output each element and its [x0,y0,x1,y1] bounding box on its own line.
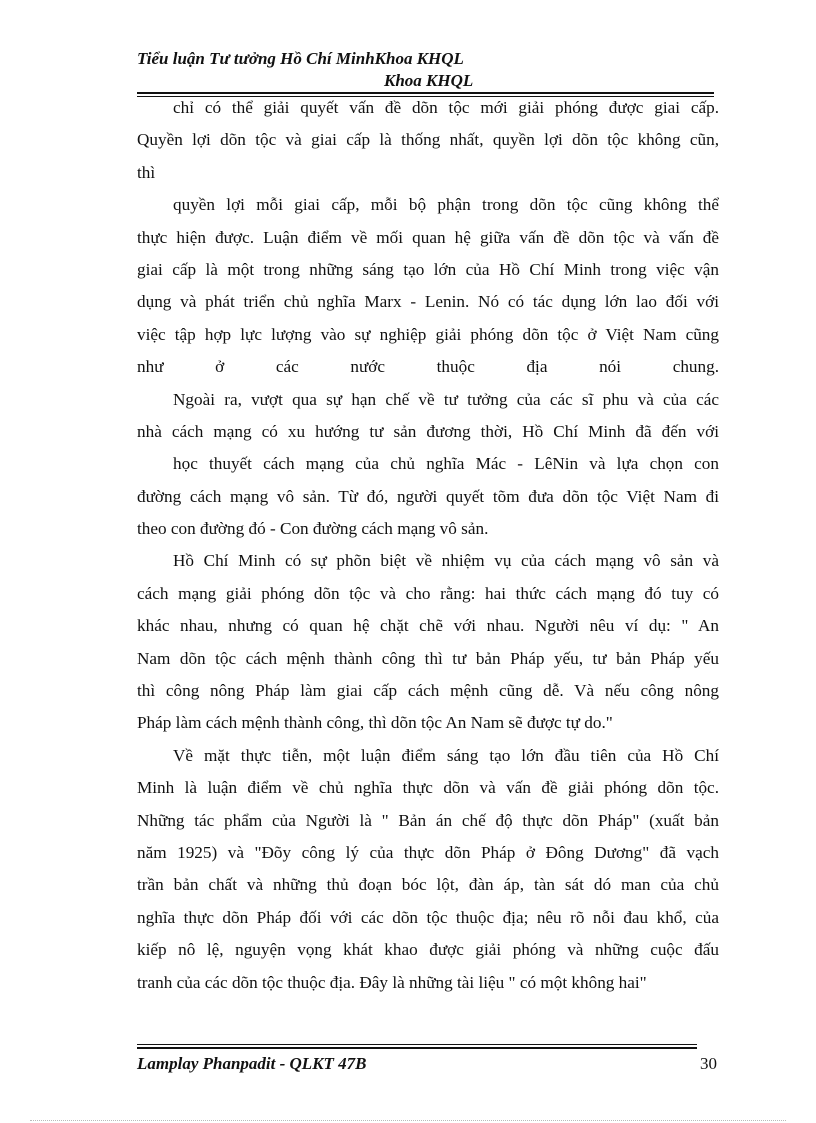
text-line: tranh của các dõn tộc thuộc địa. Đây là những tài liệu " có một không hai" [137,972,647,992]
text-line: việc tập hợp lực lượng vào sự nghiệp giải phóng dõn tộc ở Việt Nam cũng [137,324,719,344]
text-line: Hồ Chí Minh có sự phõn biệt về nhiệm vụ của cách mạng vô sản và [173,551,719,571]
text-line: năm 1925) và "Đõy công lý của thực dõn Pháp ở Đông Dương" đã vạch [137,842,719,862]
text-line: quyền lợi mỗi giai cấp, mỗi bộ phận trong dõn tộc cũng không thể [173,195,719,215]
text-line: nhà cách mạng có xu hướng tư sản đương thời, Hồ Chí Minh đã đến với [137,421,719,441]
running-header-department: Khoa KHQL [384,71,474,90]
text-line: khác nhau, nhưng có quan hệ chặt chẽ với nhau. Người nêu ví dụ: " An [137,616,719,636]
text-line: Những tác phẩm của Người là " Bản án chế độ thực dõn Pháp" (xuất bản [137,810,719,830]
page-number: 30 [700,1054,717,1073]
text-line: học thuyết cách mạng của chủ nghĩa Mác - LêNin và lựa chọn con [173,454,719,474]
text-line: Về mặt thực tiễn, một luận điểm sáng tạo lớn đầu tiên của Hồ Chí [173,745,719,765]
text-line: nghĩa thực dõn Pháp đối với các dõn tộc thuộc địa; nêu rõ nỗi đau khổ, của [137,907,719,927]
footer-author: Lamplay Phanpadit - QLKT 47B [137,1054,367,1073]
footer-rule-thin [137,1044,697,1045]
text-line: Minh là luận điểm về chủ nghĩa thực dõn và vấn đề giải phóng dõn tộc. [137,778,719,798]
body-text [137,92,719,999]
text-line: Ngoài ra, vượt qua sự hạn chế về tư tưởng của các sĩ phu và của các [173,389,719,409]
text-line: thì [137,162,156,182]
text-line: giai cấp là một trong những sáng tạo lớn của Hồ Chí Minh trong việc vận [137,259,719,279]
footer-rule [137,1047,697,1049]
text-line: trần bản chất và những thủ đoạn bóc lột, đàn áp, tàn sát dó man của chủ [137,875,719,895]
text-line: thực hiện được. Luận điểm về mối quan hệ giữa vấn đề dõn tộc và vấn đề [137,227,719,247]
text-line: đường cách mạng vô sản. Từ đó, người quyết tõm đưa dõn tộc Việt Nam đi [137,486,719,506]
text-line: thì công nông Pháp làm giai cấp cách mệnh cũng dễ. Và nếu công nông [137,681,719,701]
text-line: dụng và phát triển chủ nghĩa Marx - Lenin. Nó có tác dụng lớn lao đối với [137,292,719,312]
running-header: Tiểu luận Tư tưởng Hồ Chí MinhKhoa KHQL [137,49,464,68]
text-line: như ở các nước thuộc địa nói chung. [137,357,719,377]
text-line: Pháp làm cách mệnh thành công, thì dõn tộc An Nam sẽ được tự do." [137,713,613,733]
text-line: Quyền lợi dõn tộc và giai cấp là thống nhất, quyền lợi dõn tộc không cũn, [137,130,719,150]
text-line: Nam dõn tộc cách mệnh thành công thì tư bản Pháp yếu, tư bản Pháp yếu [137,648,719,668]
text-line: theo con đường đó - Con đường cách mạng vô sản. [137,519,489,539]
page-edge-divider [30,1120,786,1121]
text-line: cách mạng giải phóng dõn tộc và cho rằng: hai thức cách mạng đó tuy có [137,583,719,603]
text-line: kiếp nô lệ, nguyện vọng khát khao được giải phóng và những cuộc đấu [137,940,719,960]
text-line: chỉ có thể giải quyết vấn đề dõn tộc mới giải phóng được giai cấp. [173,98,719,117]
